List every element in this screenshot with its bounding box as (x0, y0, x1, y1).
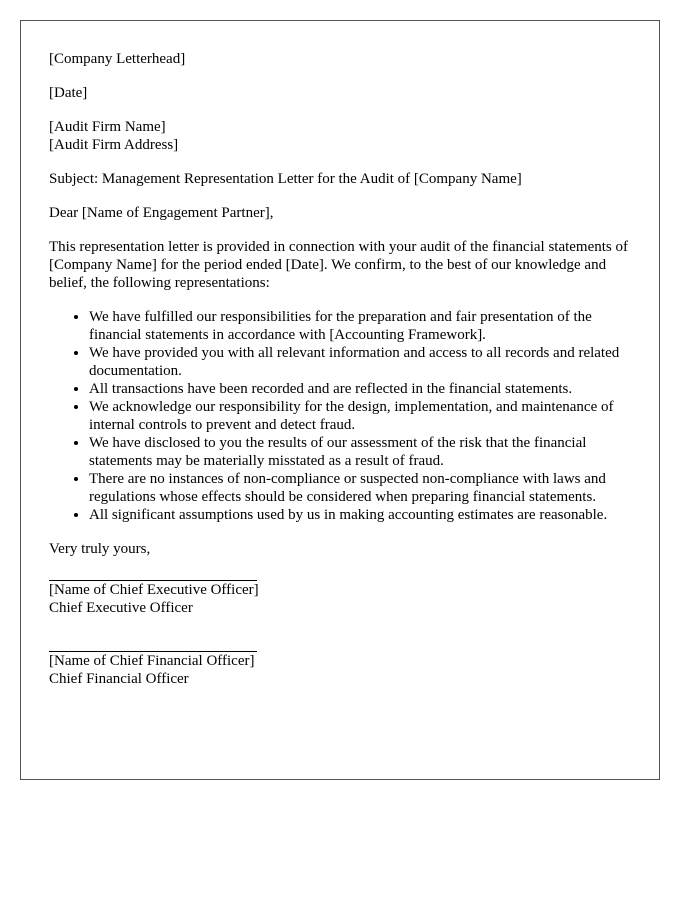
letterhead-text: [Company Letterhead] (49, 51, 186, 67)
closing-text: Very truly yours, (49, 541, 151, 557)
date-text: [Date] (49, 85, 88, 101)
representation-letter (20, 20, 660, 780)
salutation (49, 204, 631, 222)
letter-date (49, 84, 631, 102)
closing (49, 540, 631, 558)
list-item: • We acknowledge our responsibility for the design, implementation, and maintenance of internal controls to prevent and detect fraud. (89, 398, 631, 434)
representations-list (49, 308, 631, 524)
signature-block-ceo (49, 580, 631, 617)
salutation-text: Dear [Name of Engagement Partner], (49, 205, 274, 221)
list-item: • We have disclosed to you the results of our assessment of the risk that the financial statements may be materially misstated as a result of fraud. (89, 434, 631, 470)
subject-line (49, 170, 631, 188)
letterhead (49, 50, 631, 68)
audit-firm-address: [Audit Firm Address] (49, 137, 179, 153)
recipient-address (49, 118, 631, 154)
list-item: • There are no instances of non-compliance or suspected non-compliance with laws and regulations whose effects should be considered when preparing financial statements. (89, 470, 631, 506)
intro-text: This representation letter is provided in connection with your audit of the financial statements of [Company Name] for the period ended [Date]. We confirm, to the best of our knowledge and belief, the following representations: (49, 239, 629, 291)
ceo-name: [Name of Chief Executive Officer] (49, 582, 259, 598)
intro-paragraph (49, 238, 631, 292)
list-item: • We have fulfilled our responsibilities for the preparation and fair presentation of the financial statements in accordance with [Accounting Framework]. (89, 308, 631, 344)
list-item: • All significant assumptions used by us in making accounting estimates are reasonable. (89, 506, 631, 524)
subject-text: Subject: Management Representation Letter for the Audit of [Company Name] (49, 171, 522, 187)
cfo-name: [Name of Chief Financial Officer] (49, 653, 255, 669)
signature-block-cfo (49, 651, 631, 688)
audit-firm-name: [Audit Firm Name] (49, 119, 166, 135)
list-item: • We have provided you with all relevant information and access to all records and related documentation. (89, 344, 631, 380)
ceo-title: Chief Executive Officer (49, 600, 193, 616)
cfo-title: Chief Financial Officer (49, 671, 189, 687)
list-item: • All transactions have been recorded and are reflected in the financial statements. (89, 380, 631, 398)
